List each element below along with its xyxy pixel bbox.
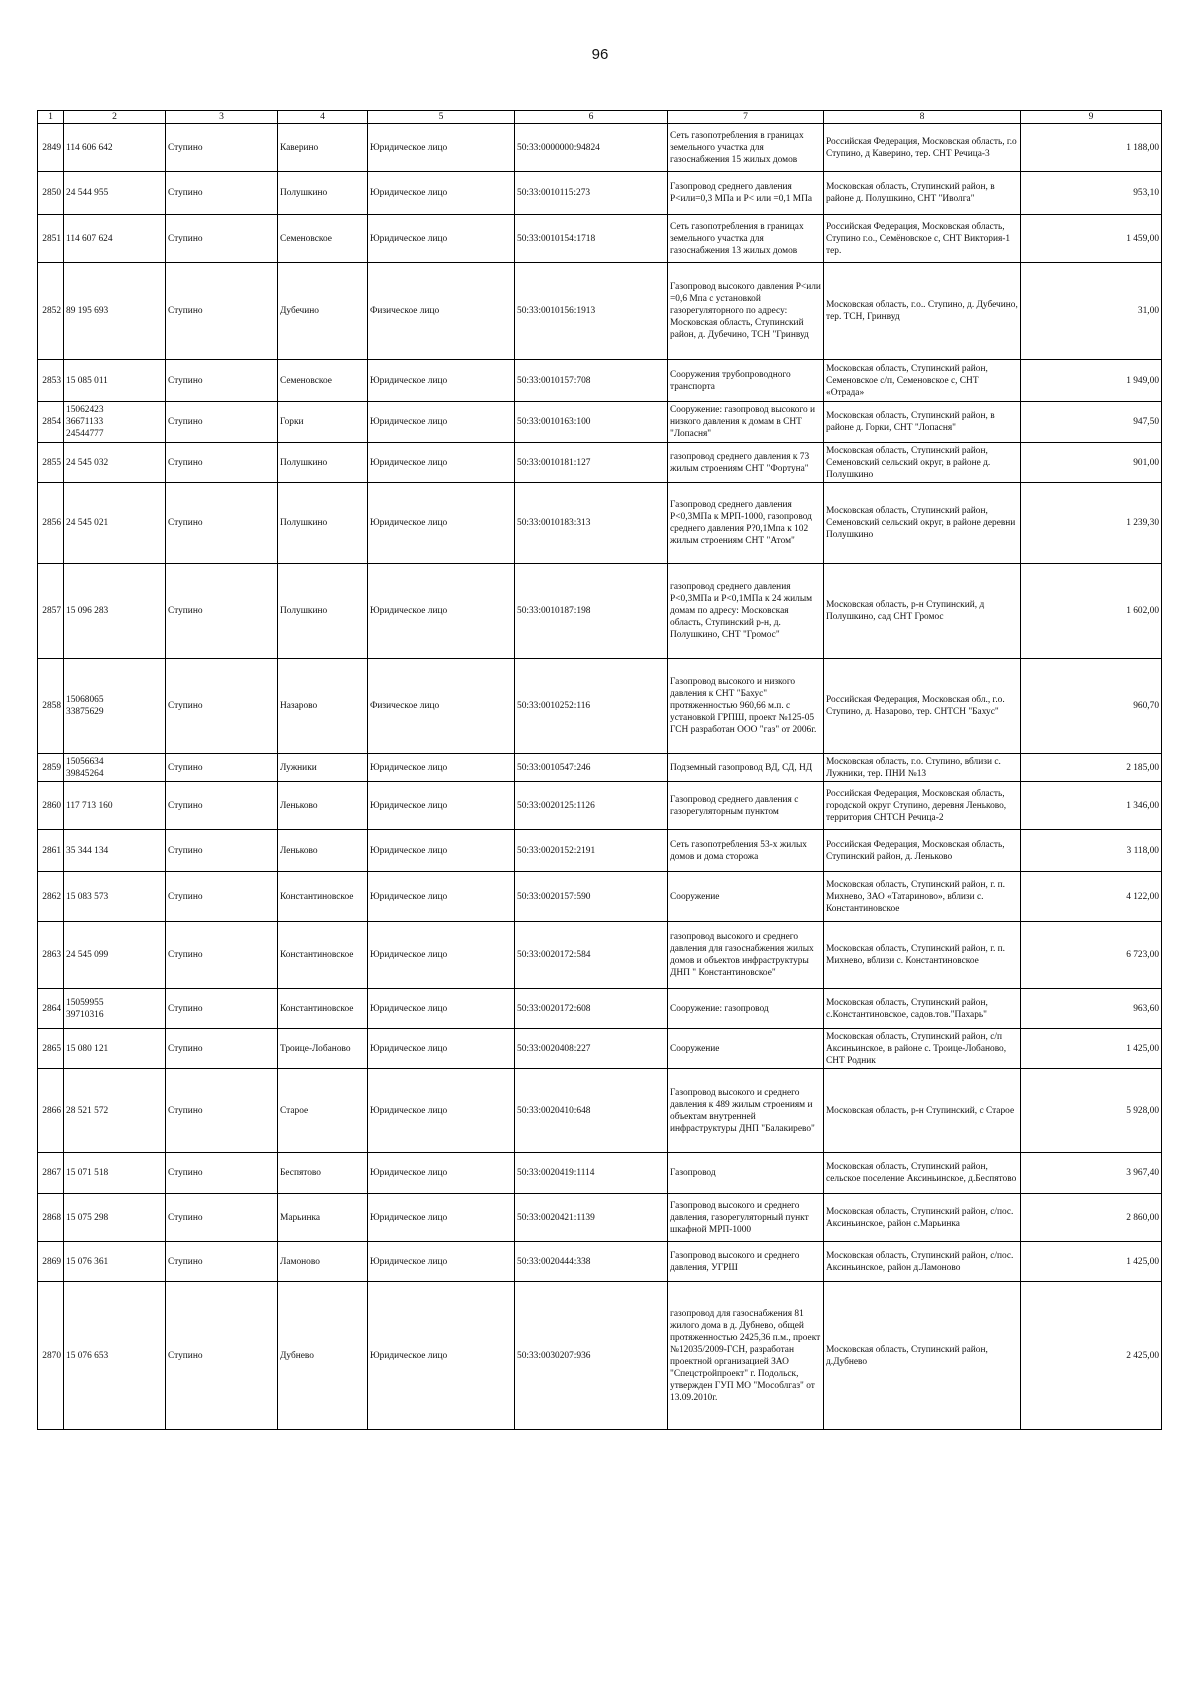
- column-header: 3: [166, 111, 278, 124]
- district-name: Ступино: [166, 1242, 278, 1282]
- row-number: 2854: [38, 402, 64, 443]
- object-address: Российская Федерация, Московская область, Ступинский район, д. Леньково: [824, 830, 1021, 872]
- district-name: Ступино: [166, 402, 278, 443]
- row-number: 2870: [38, 1282, 64, 1430]
- object-value: 901,00: [1021, 443, 1162, 483]
- cadastral-number: 50:33:0020157:590: [515, 872, 668, 922]
- row-number: 2857: [38, 564, 64, 659]
- row-number: 2853: [38, 360, 64, 402]
- locality-name: Горки: [278, 402, 368, 443]
- okpo-code: 15 083 573: [64, 872, 166, 922]
- table-row: [38, 1242, 1162, 1282]
- owner-type: Юридическое лицо: [368, 402, 515, 443]
- owner-type: Юридическое лицо: [368, 830, 515, 872]
- cadastral-number: 50:33:0010163:100: [515, 402, 668, 443]
- object-description: Сооружения трубопроводного транспорта: [668, 360, 824, 402]
- okpo-code: 89 195 693: [64, 263, 166, 360]
- cadastral-number: 50:33:0020408:227: [515, 1029, 668, 1069]
- okpo-code: 15 071 518: [64, 1153, 166, 1194]
- object-address: Московская область, Ступинский район, Семеновский сельский округ, в районе д. Полушкино: [824, 443, 1021, 483]
- column-header: 7: [668, 111, 824, 124]
- okpo-code: 15 076 653: [64, 1282, 166, 1430]
- owner-type: Юридическое лицо: [368, 215, 515, 263]
- table-row: [38, 443, 1162, 483]
- object-address: Московская область, Ступинский район, в районе д. Горки, СНТ "Лопасня": [824, 402, 1021, 443]
- column-header: 6: [515, 111, 668, 124]
- object-address: Российская Федерация, Московская область, г.о Ступино, д Каверино, тер. СНТ Речица-3: [824, 124, 1021, 172]
- table-row: [38, 263, 1162, 360]
- district-name: Ступино: [166, 443, 278, 483]
- district-name: Ступино: [166, 1282, 278, 1430]
- table-row: [38, 659, 1162, 754]
- okpo-code: 35 344 134: [64, 830, 166, 872]
- object-description: Газопровод: [668, 1153, 824, 1194]
- district-name: Ступино: [166, 360, 278, 402]
- table-row: [38, 402, 1162, 443]
- object-address: Московская область, Ступинский район, д.Дубнево: [824, 1282, 1021, 1430]
- object-description: газопровод для газоснабжения 81 жилого дома в д. Дубнево, общей протяженностью 2425,36 п.м., проект №12035/2009-ГСН, разработан проектной организацией ЗАО "Спецстройпроект" г. Подольск, утвержден ГУП МО "Мособлгаз" от 13.09.2010г.: [668, 1282, 824, 1430]
- row-number: 2852: [38, 263, 64, 360]
- table-row: [38, 989, 1162, 1029]
- owner-type: Юридическое лицо: [368, 1029, 515, 1069]
- object-address: Московская область, Ступинский район, г. п. Михнево, вблизи с. Константиновское: [824, 922, 1021, 989]
- cadastral-number: 50:33:0020172:584: [515, 922, 668, 989]
- district-name: Ступино: [166, 1194, 278, 1242]
- object-value: 3 118,00: [1021, 830, 1162, 872]
- object-value: 4 122,00: [1021, 872, 1162, 922]
- object-description: Сооружение: [668, 872, 824, 922]
- row-number: 2868: [38, 1194, 64, 1242]
- object-value: 5 928,00: [1021, 1069, 1162, 1153]
- object-description: Газопровод высокого давления Р<или =0,6 Мпа с установкой газорегуляторного по адресу: Московская область, Ступинский район, д. Дубечино, ТСН "Гринвуд: [668, 263, 824, 360]
- row-number: 2866: [38, 1069, 64, 1153]
- object-description: Газопровод среднего давления Р<или=0,3 МПа и Р< или =0,1 МПа: [668, 172, 824, 215]
- okpo-code: 114 606 642: [64, 124, 166, 172]
- table-row: [38, 922, 1162, 989]
- cadastral-number: 50:33:0010547:246: [515, 754, 668, 782]
- okpo-code: 15 080 121: [64, 1029, 166, 1069]
- table-row: [38, 782, 1162, 830]
- cadastral-number: 50:33:0020419:1114: [515, 1153, 668, 1194]
- owner-type: Юридическое лицо: [368, 754, 515, 782]
- cadastral-number: 50:33:0010115:273: [515, 172, 668, 215]
- table-row: [38, 754, 1162, 782]
- locality-name: Леньково: [278, 830, 368, 872]
- object-value: 963,60: [1021, 989, 1162, 1029]
- locality-name: Троице-Лобаново: [278, 1029, 368, 1069]
- owner-type: Юридическое лицо: [368, 124, 515, 172]
- row-number: 2867: [38, 1153, 64, 1194]
- district-name: Ступино: [166, 1153, 278, 1194]
- locality-name: Ламоново: [278, 1242, 368, 1282]
- locality-name: Старое: [278, 1069, 368, 1153]
- district-name: Ступино: [166, 483, 278, 564]
- object-address: Московская область, Ступинский район, с/пос. Аксиньинское, район с.Марьинка: [824, 1194, 1021, 1242]
- district-name: Ступино: [166, 1029, 278, 1069]
- table-row: [38, 1153, 1162, 1194]
- object-value: 953,10: [1021, 172, 1162, 215]
- object-description: Газопровод высокого и среднего давления к 489 жилым строениям и объектам внутренней инфраструктуры ДНП "Балакирево": [668, 1069, 824, 1153]
- locality-name: Каверино: [278, 124, 368, 172]
- locality-name: Полушкино: [278, 564, 368, 659]
- district-name: Ступино: [166, 922, 278, 989]
- registry-table: [37, 110, 1162, 1430]
- column-header: 1: [38, 111, 64, 124]
- object-value: 1 602,00: [1021, 564, 1162, 659]
- cadastral-number: 50:33:0010187:198: [515, 564, 668, 659]
- owner-type: Физическое лицо: [368, 263, 515, 360]
- object-description: газопровод среднего давления Р<0,3МПа и Р<0,1МПа к 24 жилым домам по адресу: Московская область, Ступинский р-н, д. Полушкино, СНТ "Громос": [668, 564, 824, 659]
- object-description: Сеть газопотребления 53-х жилых домов и дома сторожа: [668, 830, 824, 872]
- object-value: 1 459,00: [1021, 215, 1162, 263]
- column-header: 4: [278, 111, 368, 124]
- object-value: 1 188,00: [1021, 124, 1162, 172]
- locality-name: Дубечино: [278, 263, 368, 360]
- object-address: Московская область, р-н Ступинский, с Старое: [824, 1069, 1021, 1153]
- okpo-code: 15059955 39710316: [64, 989, 166, 1029]
- owner-type: Юридическое лицо: [368, 1194, 515, 1242]
- locality-name: Константиновское: [278, 989, 368, 1029]
- owner-type: Юридическое лицо: [368, 1242, 515, 1282]
- table-row: [38, 830, 1162, 872]
- locality-name: Константиновское: [278, 872, 368, 922]
- cadastral-number: 50:33:0010157:708: [515, 360, 668, 402]
- object-address: Московская область, г.о.. Ступино, д. Дубечино, тер. ТСН, Гринвуд: [824, 263, 1021, 360]
- okpo-code: 28 521 572: [64, 1069, 166, 1153]
- object-address: Московская область, Ступинский район, Семеновское с/п, Семеновское с, СНТ «Отрада»: [824, 360, 1021, 402]
- table-row: [38, 1282, 1162, 1430]
- object-description: Газопровод высокого и низкого давления к СНТ "Бахус" протяженностью 960,66 м.п. с установкой ГРПШ, проект №125-05 ГСН разработан ООО "газ" от 2006г.: [668, 659, 824, 754]
- table-row: [38, 172, 1162, 215]
- object-address: Московская область, р-н Ступинский, д Полушкино, сад СНТ Громос: [824, 564, 1021, 659]
- locality-name: Дубнево: [278, 1282, 368, 1430]
- cadastral-number: 50:33:0020152:2191: [515, 830, 668, 872]
- object-address: Московская область, Ступинский район, в районе д. Полушкино, СНТ "Иволга": [824, 172, 1021, 215]
- district-name: Ступино: [166, 754, 278, 782]
- okpo-code: 24 545 032: [64, 443, 166, 483]
- row-number: 2869: [38, 1242, 64, 1282]
- object-value: 1 949,00: [1021, 360, 1162, 402]
- okpo-code: 117 713 160: [64, 782, 166, 830]
- object-value: 1 239,30: [1021, 483, 1162, 564]
- row-number: 2860: [38, 782, 64, 830]
- cadastral-number: 50:33:0010181:127: [515, 443, 668, 483]
- table-row: [38, 124, 1162, 172]
- object-value: 3 967,40: [1021, 1153, 1162, 1194]
- object-value: 2 185,00: [1021, 754, 1162, 782]
- row-number: 2861: [38, 830, 64, 872]
- cadastral-number: 50:33:0010156:1913: [515, 263, 668, 360]
- object-address: Московская область, Ступинский район, Семеновский сельский округ, в районе деревни Полушкино: [824, 483, 1021, 564]
- owner-type: Юридическое лицо: [368, 360, 515, 402]
- object-description: газопровод высокого и среднего давления для газоснабжения жилых домов и объектов инфраструктуры ДНП " Константиновское": [668, 922, 824, 989]
- okpo-code: 15056634 39845264: [64, 754, 166, 782]
- object-description: Газопровод высокого и среднего давления, УГРШ: [668, 1242, 824, 1282]
- object-description: Сеть газопотребления в границах земельного участка для газоснабжения 13 жилых домов: [668, 215, 824, 263]
- object-address: Российская Федерация, Московская область, городской округ Ступино, деревня Леньково, территория СНТСН Речица-2: [824, 782, 1021, 830]
- table-row: [38, 1194, 1162, 1242]
- object-address: Московская область, Ступинский район, г. п. Михнево, ЗАО «Татариново», вблизи с. Константиновское: [824, 872, 1021, 922]
- table-row: [38, 483, 1162, 564]
- owner-type: Юридическое лицо: [368, 443, 515, 483]
- cadastral-number: 50:33:0020125:1126: [515, 782, 668, 830]
- object-address: Московская область, Ступинский район, с/пос. Аксиньинское, район д.Ламоново: [824, 1242, 1021, 1282]
- row-number: 2859: [38, 754, 64, 782]
- row-number: 2851: [38, 215, 64, 263]
- object-value: 31,00: [1021, 263, 1162, 360]
- district-name: Ступино: [166, 263, 278, 360]
- owner-type: Юридическое лицо: [368, 1282, 515, 1430]
- row-number: 2865: [38, 1029, 64, 1069]
- object-address: Московская область, г.о. Ступино, вблизи с. Лужники, тер. ПНИ №13: [824, 754, 1021, 782]
- district-name: Ступино: [166, 830, 278, 872]
- cadastral-number: 50:33:0010252:116: [515, 659, 668, 754]
- owner-type: Юридическое лицо: [368, 782, 515, 830]
- table-row: [38, 1069, 1162, 1153]
- locality-name: Назарово: [278, 659, 368, 754]
- locality-name: Лужники: [278, 754, 368, 782]
- owner-type: Юридическое лицо: [368, 1153, 515, 1194]
- object-value: 1 346,00: [1021, 782, 1162, 830]
- object-value: 6 723,00: [1021, 922, 1162, 989]
- district-name: Ступино: [166, 1069, 278, 1153]
- row-number: 2849: [38, 124, 64, 172]
- object-value: 1 425,00: [1021, 1029, 1162, 1069]
- district-name: Ступино: [166, 989, 278, 1029]
- table-header-row: [38, 111, 1162, 124]
- object-value: 2 860,00: [1021, 1194, 1162, 1242]
- row-number: 2856: [38, 483, 64, 564]
- column-header: 2: [64, 111, 166, 124]
- object-address: Московская область, Ступинский район, с.Константиновское, садов.тов."Пахарь": [824, 989, 1021, 1029]
- okpo-code: 24 544 955: [64, 172, 166, 215]
- owner-type: Юридическое лицо: [368, 483, 515, 564]
- okpo-code: 15 076 361: [64, 1242, 166, 1282]
- cadastral-number: 50:33:0020172:608: [515, 989, 668, 1029]
- okpo-code: 15 096 283: [64, 564, 166, 659]
- owner-type: Юридическое лицо: [368, 922, 515, 989]
- district-name: Ступино: [166, 872, 278, 922]
- okpo-code: 15 085 011: [64, 360, 166, 402]
- locality-name: Полушкино: [278, 483, 368, 564]
- object-description: Сооружение: газопровод высокого и низкого давления к домам в СНТ "Лопасня": [668, 402, 824, 443]
- object-value: 960,70: [1021, 659, 1162, 754]
- column-header: 8: [824, 111, 1021, 124]
- locality-name: Беспятово: [278, 1153, 368, 1194]
- cadastral-number: 50:33:0020410:648: [515, 1069, 668, 1153]
- cadastral-number: 50:33:0010183:313: [515, 483, 668, 564]
- owner-type: Юридическое лицо: [368, 172, 515, 215]
- cadastral-number: 50:33:0020421:1139: [515, 1194, 668, 1242]
- owner-type: Юридическое лицо: [368, 564, 515, 659]
- owner-type: Юридическое лицо: [368, 989, 515, 1029]
- okpo-code: 15 075 298: [64, 1194, 166, 1242]
- table-row: [38, 360, 1162, 402]
- object-value: 2 425,00: [1021, 1282, 1162, 1430]
- object-description: Сеть газопотребления в границах земельного участка для газоснабжения 15 жилых домов: [668, 124, 824, 172]
- district-name: Ступино: [166, 659, 278, 754]
- district-name: Ступино: [166, 564, 278, 659]
- locality-name: Полушкино: [278, 172, 368, 215]
- object-description: Подземный газопровод ВД, СД, НД: [668, 754, 824, 782]
- cadastral-number: 50:33:0020444:338: [515, 1242, 668, 1282]
- object-description: газопровод среднего давления к 73 жилым строениям СНТ "Фортуна": [668, 443, 824, 483]
- locality-name: Семеновское: [278, 215, 368, 263]
- locality-name: Полушкино: [278, 443, 368, 483]
- cadastral-number: 50:33:0010154:1718: [515, 215, 668, 263]
- okpo-code: 15062423 36671133 24544777: [64, 402, 166, 443]
- cadastral-number: 50:33:0030207:936: [515, 1282, 668, 1430]
- district-name: Ступино: [166, 172, 278, 215]
- district-name: Ступино: [166, 215, 278, 263]
- cadastral-number: 50:33:0000000:94824: [515, 124, 668, 172]
- owner-type: Юридическое лицо: [368, 1069, 515, 1153]
- okpo-code: 24 545 099: [64, 922, 166, 989]
- object-description: Сооружение: газопровод: [668, 989, 824, 1029]
- locality-name: Марьинка: [278, 1194, 368, 1242]
- locality-name: Константиновское: [278, 922, 368, 989]
- okpo-code: 24 545 021: [64, 483, 166, 564]
- table-row: [38, 1029, 1162, 1069]
- locality-name: Леньково: [278, 782, 368, 830]
- table-row: [38, 564, 1162, 659]
- object-value: 1 425,00: [1021, 1242, 1162, 1282]
- row-number: 2855: [38, 443, 64, 483]
- locality-name: Семеновское: [278, 360, 368, 402]
- object-address: Московская область, Ступинский район, с/п Аксиньинское, в районе с. Троице-Лобаново, СНТ Родник: [824, 1029, 1021, 1069]
- object-value: 947,50: [1021, 402, 1162, 443]
- okpo-code: 114 607 624: [64, 215, 166, 263]
- row-number: 2858: [38, 659, 64, 754]
- okpo-code: 15068065 33875629: [64, 659, 166, 754]
- object-description: Газопровод среднего давления с газорегуляторным пунктом: [668, 782, 824, 830]
- owner-type: Юридическое лицо: [368, 872, 515, 922]
- owner-type: Физическое лицо: [368, 659, 515, 754]
- object-address: Российская Федерация, Московская область, Ступино г.о., Семёновское с, СНТ Виктория-1 тер.: [824, 215, 1021, 263]
- table-row: [38, 215, 1162, 263]
- row-number: 2862: [38, 872, 64, 922]
- district-name: Ступино: [166, 782, 278, 830]
- page-number: 96: [591, 46, 609, 63]
- district-name: Ступино: [166, 124, 278, 172]
- column-header: 9: [1021, 111, 1162, 124]
- object-description: Газопровод среднего давления Р<0,3МПа к МРП-1000, газопровод среднего давления Р?0,1Мпа к 102 жилым строениям СНТ "Атом": [668, 483, 824, 564]
- row-number: 2863: [38, 922, 64, 989]
- table-row: [38, 872, 1162, 922]
- row-number: 2864: [38, 989, 64, 1029]
- object-address: Московская область, Ступинский район, сельское поселение Аксиньинское, д.Беспятово: [824, 1153, 1021, 1194]
- object-address: Российская Федерация, Московская обл., г.о. Ступино, д. Назарово, тер. СНТСН "Бахус": [824, 659, 1021, 754]
- object-description: Газопровод высокого и среднего давления, газорегуляторный пункт шкафной МРП-1000: [668, 1194, 824, 1242]
- column-header: 5: [368, 111, 515, 124]
- object-description: Сооружение: [668, 1029, 824, 1069]
- row-number: 2850: [38, 172, 64, 215]
